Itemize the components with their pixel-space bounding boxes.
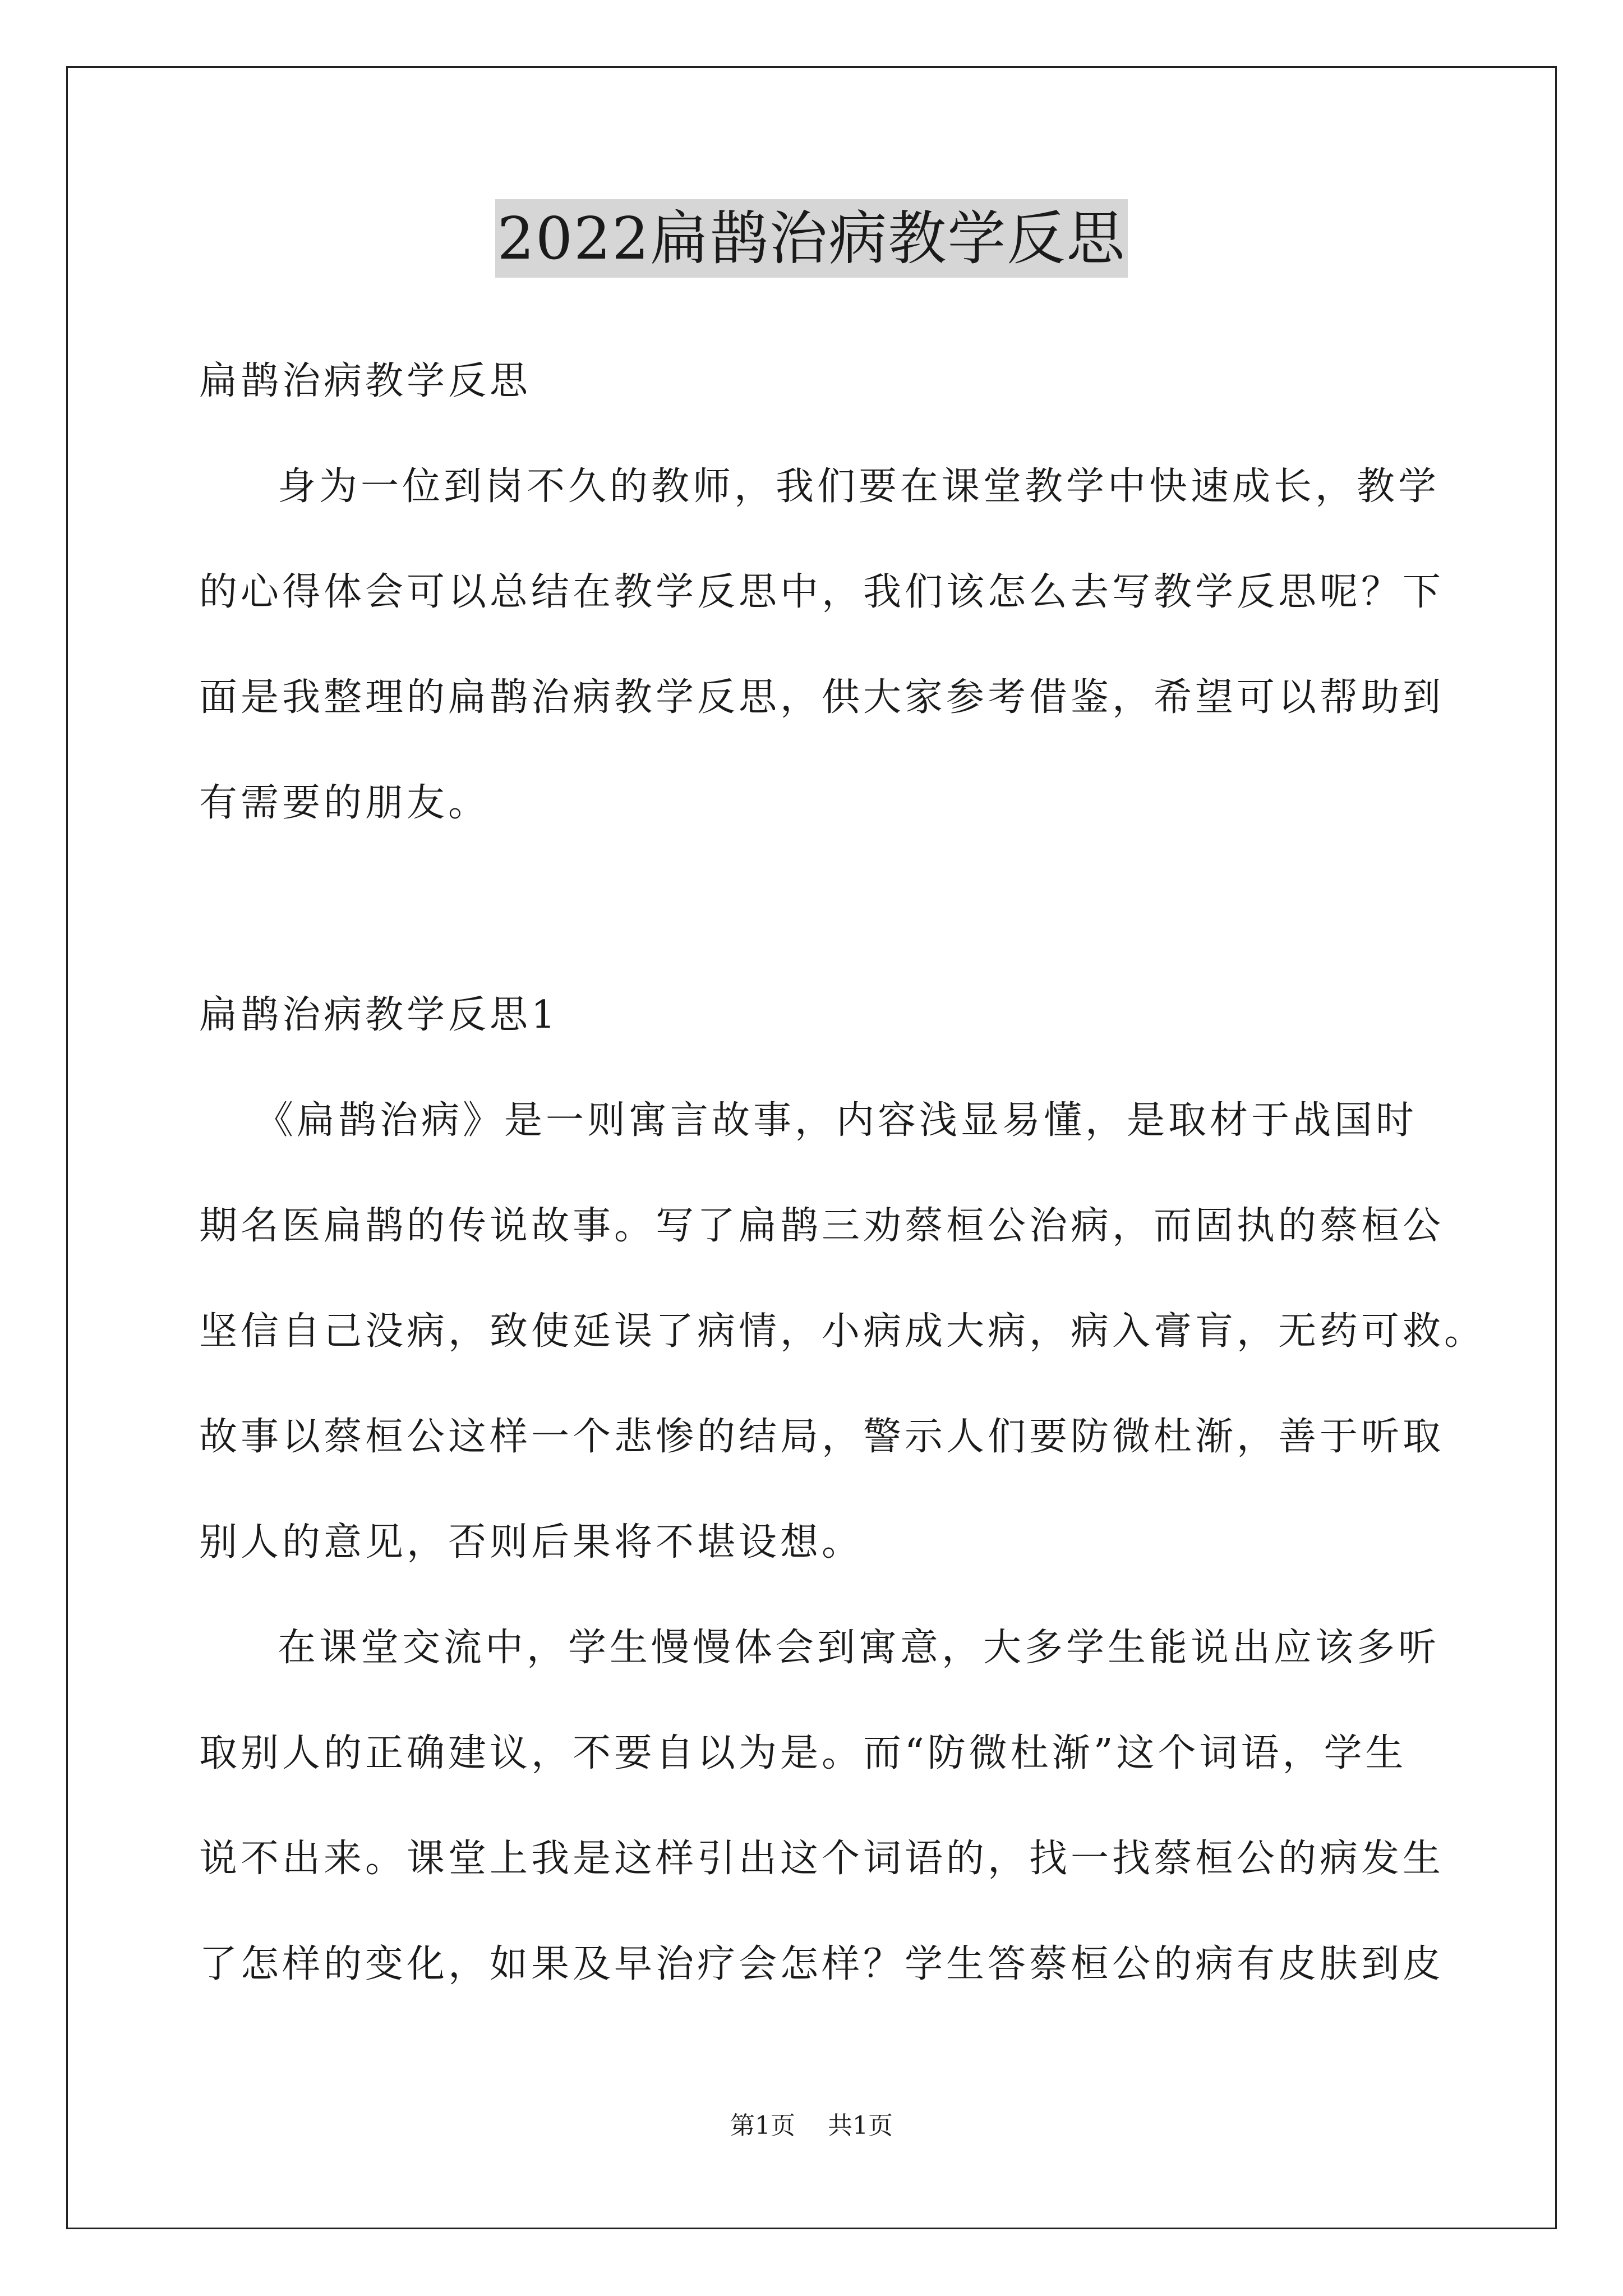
paragraph-line: 期名医扁鹊的传说故事。写了扁鹊三劝蔡桓公治病，而固执的蔡桓公 <box>199 1204 1445 1248</box>
page-number: 第1页 <box>730 2111 795 2140</box>
paragraph-line: 《扁鹊治病》是一则寓言故事，内容浅显易懂，是取材于战国时 <box>255 1098 1418 1143</box>
intro-line: 面是我整理的扁鹊治病教学反思，供大家参考借鉴，希望可以帮助到 <box>199 675 1445 720</box>
section-heading: 扁鹊治病教学反思 <box>199 359 532 403</box>
intro-line: 的心得体会可以总结在教学反思中，我们该怎么去写教学反思呢？下 <box>199 570 1445 614</box>
section-heading: 扁鹊治病教学反思1 <box>199 993 559 1037</box>
intro-line: 身为一位到岗不久的教师，我们要在课堂教学中快速成长，教学 <box>278 464 1440 509</box>
page-count: 共1页 <box>828 2111 893 2140</box>
paragraph-line: 了怎样的变化，如果及早治疗会怎样？学生答蔡桓公的病有皮肤到皮 <box>199 1942 1445 1986</box>
paragraph-line: 取别人的正确建议，不要自以为是。而“防微杜渐”这个词语，学生 <box>199 1731 1407 1775</box>
title-container <box>0 199 1623 278</box>
intro-line: 有需要的朋友。 <box>199 781 490 825</box>
paragraph-line: 别人的意见，否则后果将不堪设想。 <box>199 1520 864 1565</box>
paragraph-line: 故事以蔡桓公这样一个悲惨的结局，警示人们要防微杜渐，善于听取 <box>199 1415 1445 1459</box>
paragraph-line: 说不出来。课堂上我是这样引出这个词语的，找一找蔡桓公的病发生 <box>199 1837 1445 1881</box>
paragraph-line: 坚信自己没病，致使延误了病情，小病成大病，病入膏肓，无药可救。 <box>199 1309 1486 1354</box>
page-footer <box>0 2109 1623 2143</box>
paragraph-line: 在课堂交流中，学生慢慢体会到寓意，大多学生能说出应该多听 <box>278 1626 1440 1670</box>
document-title: 2022扁鹊治病教学反思 <box>495 199 1128 278</box>
